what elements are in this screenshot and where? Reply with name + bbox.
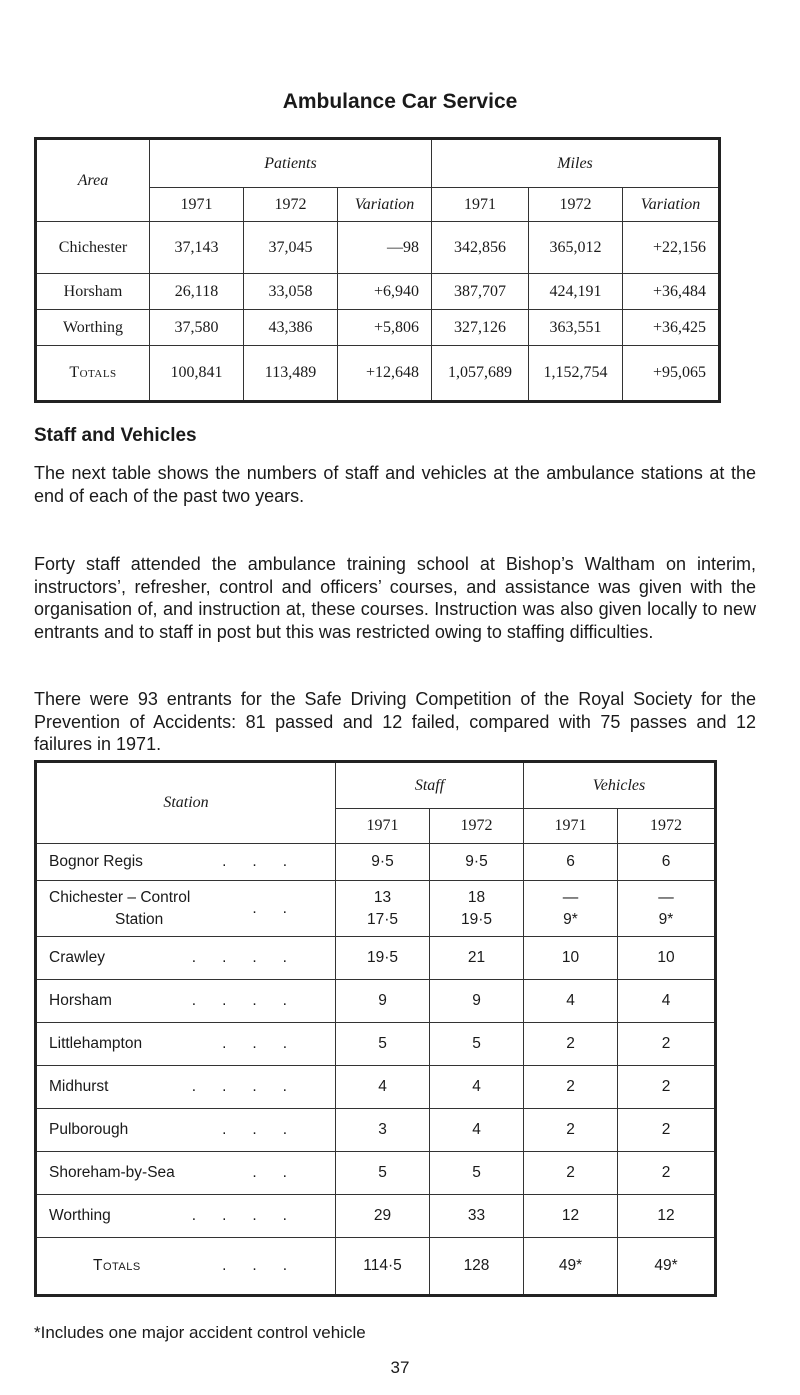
vehicles-1972: 12	[618, 1195, 716, 1238]
staff-1972-total: 128	[430, 1238, 524, 1296]
vehicles-1971: 2	[524, 1152, 618, 1195]
staff-1972: 5	[430, 1023, 524, 1066]
table-row: Shoreham-by-Sea .. 5 5 2 2	[36, 1152, 716, 1195]
miles-variation: +36,425	[623, 310, 720, 346]
staff-1972: 9	[430, 980, 524, 1023]
staff-1971: 29	[336, 1195, 430, 1238]
staff-1971-a: 13	[373, 888, 392, 906]
area-name: Horsham	[36, 274, 150, 310]
patients-header: Patients	[150, 139, 432, 188]
staff-1971: 3	[336, 1109, 430, 1152]
miles-1972: 363,551	[529, 310, 623, 346]
page-number: 37	[390, 1358, 410, 1377]
table-row: Pulborough ... 3 4 2 2	[36, 1109, 716, 1152]
staff-1971: 9	[336, 980, 430, 1023]
staff-vehicles-table	[34, 760, 717, 1297]
paragraph: There were 93 entrants for the Safe Driving Competition of the Royal Society for the Prevention of Accidents: 81 passed and 12 failed, compared with 75 passes and 12 failures in 1971.	[34, 689, 756, 754]
paragraph: Forty staff attended the ambulance training school at Bishop’s Waltham on interim, instructors’, refresher, control and officers’ courses, and assistance was given with the organisation of, and instruction at, these courses. Instruction was also given locally to new entrants and to staff in post but this was restricted owing to staffing difficulties.	[34, 554, 756, 642]
miles-1971: 387,707	[432, 274, 529, 310]
vehicles-1972: 4	[618, 980, 716, 1023]
patients-variation-header: Variation	[338, 188, 432, 222]
patients-1972-total: 113,489	[244, 346, 338, 402]
patients-1971-header: 1971	[150, 188, 244, 222]
station-name: Littlehampton	[49, 1035, 143, 1052]
vehicles-1971: 4	[524, 980, 618, 1023]
vehicles-1972: 2	[618, 1152, 716, 1195]
miles-1972-total: 1,152,754	[529, 346, 623, 402]
table-row: Midhurst .... 4 4 2 2	[36, 1066, 716, 1109]
page-title: Ambulance Car Service	[282, 90, 518, 113]
miles-1971: 327,126	[432, 310, 529, 346]
staff-1971-total: 114·5	[336, 1238, 430, 1296]
table-row: Worthing .... 29 33 12 12	[36, 1195, 716, 1238]
patients-1971: 37,143	[150, 222, 244, 274]
patients-1972: 43,386	[244, 310, 338, 346]
table-row: Horsham .... 9 9 4 4	[36, 980, 716, 1023]
patients-variation: +5,806	[338, 310, 432, 346]
miles-variation: +22,156	[623, 222, 720, 274]
table-row	[36, 274, 720, 310]
staff-1971: 5	[336, 1152, 430, 1195]
station-name: Pulborough	[49, 1121, 129, 1138]
vehicles-1971: 6	[524, 844, 618, 881]
table-row: Crawley .... 19·5 21 10 10	[36, 937, 716, 980]
staff-1972: 21	[430, 937, 524, 980]
vehicles-1972-b: 9*	[658, 910, 674, 928]
staff-1972: 33	[430, 1195, 524, 1238]
staff-1972: 9·5	[430, 844, 524, 881]
miles-1972: 424,191	[529, 274, 623, 310]
totals-label: Totals	[93, 1257, 141, 1274]
miles-1972: 365,012	[529, 222, 623, 274]
vehicles-1972-header: 1972	[618, 809, 716, 844]
table-row: Chichester – Control Station .. 13 17·5 18 19·5 — 9* — 9*	[36, 881, 716, 937]
vehicles-1972: 10	[618, 937, 716, 980]
area-header: Area	[36, 139, 150, 222]
area-name: Chichester	[36, 222, 150, 274]
totals-label: Totals	[36, 346, 150, 402]
ambulance-car-service-table	[34, 137, 721, 403]
patients-1971: 37,580	[150, 310, 244, 346]
station-name-line2: Station	[115, 910, 164, 928]
vehicles-1971-header: 1971	[524, 809, 618, 844]
patients-1972: 33,058	[244, 274, 338, 310]
patients-1971-total: 100,841	[150, 346, 244, 402]
patients-variation: +6,940	[338, 274, 432, 310]
staff-header: Staff	[336, 762, 524, 809]
staff-1972-a: 18	[467, 888, 486, 906]
staff-1971: 5	[336, 1023, 430, 1066]
table-row	[36, 222, 720, 274]
staff-1972: 4	[430, 1066, 524, 1109]
table-row	[36, 310, 720, 346]
staff-1971: 4	[336, 1066, 430, 1109]
totals-row	[36, 346, 720, 402]
staff-1971-b: 17·5	[366, 910, 399, 928]
staff-1971-header: 1971	[336, 809, 430, 844]
station-name-line1: Chichester – Control	[49, 888, 191, 906]
patients-1972-header: 1972	[244, 188, 338, 222]
vehicles-1972: 2	[618, 1066, 716, 1109]
miles-1972-header: 1972	[529, 188, 623, 222]
station-name: Bognor Regis	[49, 853, 143, 870]
station-header: Station	[36, 762, 336, 844]
miles-variation-total: +95,065	[623, 346, 720, 402]
vehicles-1971: 2	[524, 1066, 618, 1109]
patients-1971: 26,118	[150, 274, 244, 310]
vehicles-1972: 2	[618, 1109, 716, 1152]
miles-1971: 342,856	[432, 222, 529, 274]
vehicles-1972-total: 49*	[618, 1238, 716, 1296]
vehicles-1971-total: 49*	[524, 1238, 618, 1296]
table-row: Bognor Regis ... 9·5 9·5 6 6	[36, 844, 716, 881]
station-name: Midhurst	[49, 1078, 109, 1095]
paragraph: The next table shows the numbers of staff and vehicles at the ambulance stations at the end of each of the past two years.	[34, 463, 756, 506]
patients-variation: —98	[338, 222, 432, 274]
miles-variation: +36,484	[623, 274, 720, 310]
station-name: Shoreham-by-Sea	[49, 1164, 175, 1181]
staff-1972: 5	[430, 1152, 524, 1195]
station-name: Worthing	[49, 1207, 111, 1224]
station-name: Crawley	[49, 949, 105, 966]
staff-1972-header: 1972	[430, 809, 524, 844]
vehicles-1971: 2	[524, 1109, 618, 1152]
vehicles-1971: 12	[524, 1195, 618, 1238]
totals-row: Totals ... 114·5 128 49* 49*	[36, 1238, 716, 1296]
area-name: Worthing	[36, 310, 150, 346]
section-heading: Staff and Vehicles	[34, 425, 197, 446]
patients-1972: 37,045	[244, 222, 338, 274]
miles-header: Miles	[432, 139, 720, 188]
station-name: Horsham	[49, 992, 112, 1009]
miles-1971-total: 1,057,689	[432, 346, 529, 402]
vehicles-1971: 10	[524, 937, 618, 980]
patients-variation-total: +12,648	[338, 346, 432, 402]
staff-1971: 19·5	[336, 937, 430, 980]
vehicles-1971: 2	[524, 1023, 618, 1066]
table-row: Littlehampton ... 5 5 2 2	[36, 1023, 716, 1066]
vehicles-1972: 6	[618, 844, 716, 881]
miles-variation-header: Variation	[623, 188, 720, 222]
vehicles-1971-b: 9*	[563, 910, 578, 928]
footnote: *Includes one major accident control vehicle	[34, 1323, 366, 1342]
vehicles-1972: 2	[618, 1023, 716, 1066]
staff-1971: 9·5	[336, 844, 430, 881]
vehicles-1972-a: —	[658, 888, 674, 906]
vehicles-1971-a: —	[562, 888, 579, 906]
staff-1972-b: 19·5	[460, 910, 493, 928]
staff-1972: 4	[430, 1109, 524, 1152]
miles-1971-header: 1971	[432, 188, 529, 222]
vehicles-header: Vehicles	[524, 762, 716, 809]
